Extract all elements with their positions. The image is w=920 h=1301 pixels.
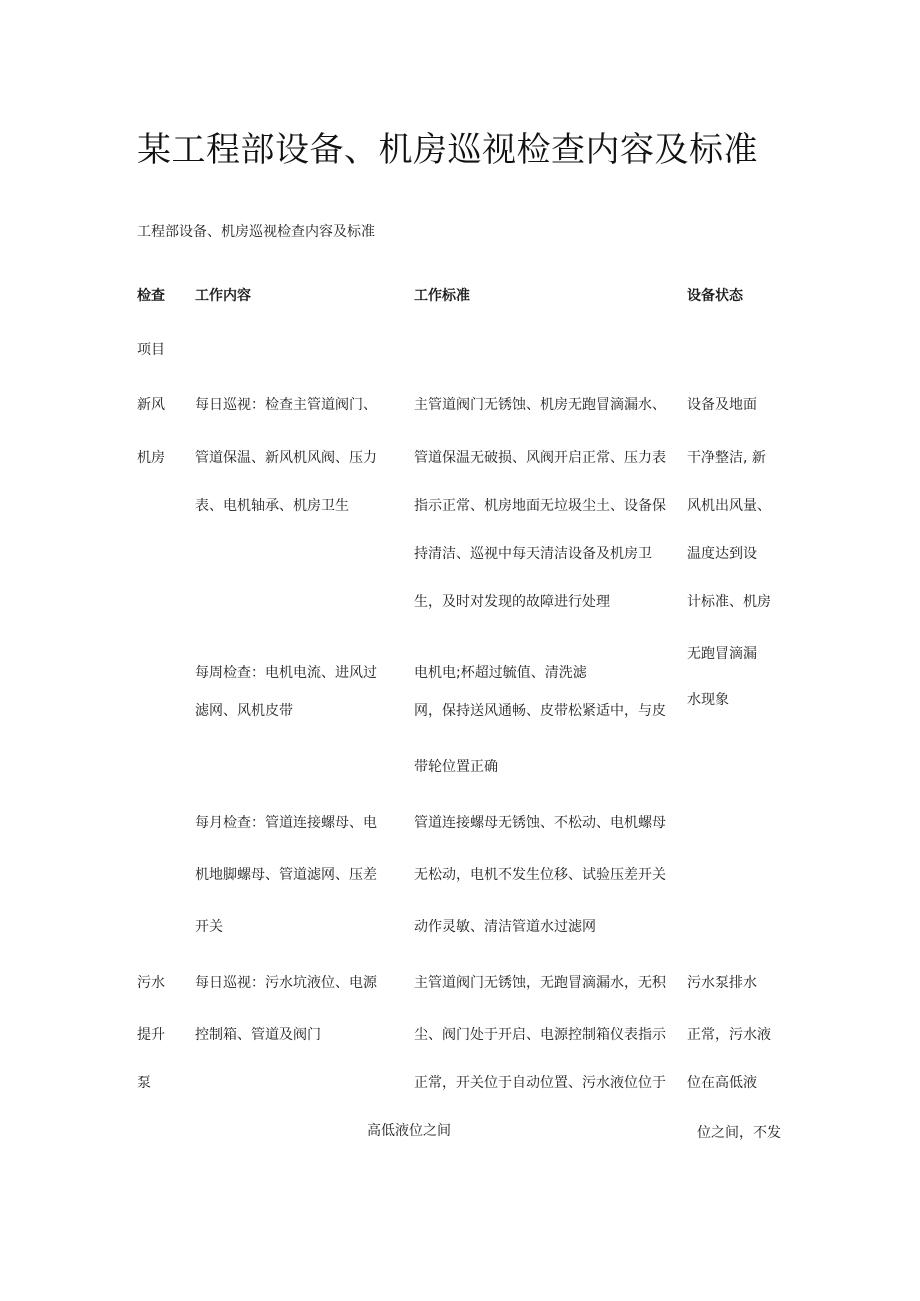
row-standard-line: 带轮位置正确 (414, 759, 498, 775)
header-item: 检查 (137, 288, 165, 304)
header-item-line2: 项目 (137, 342, 165, 358)
section-status-line: 计标准、机房 (687, 594, 771, 610)
row-standard-line: 指示正常、机房地面无垃圾尘土、设备保 (414, 498, 666, 514)
row-content-line: 管道保温、新风机风阀、压力 (195, 450, 377, 466)
section-item-line: 新风 (137, 397, 165, 413)
document-subtitle: 工程部设备、机房巡视检查内容及标准 (137, 224, 375, 240)
section-status-line: 干净整洁, 新 (687, 450, 766, 466)
row-standard-line: 尘、阀门处于开启、电源控制箱仪表指示 (414, 1027, 666, 1043)
row-standard-line: 高低液位之间 (367, 1123, 451, 1139)
section-status-line: 水现象 (687, 692, 729, 708)
section-status-line: 位在高低液 (687, 1075, 757, 1091)
row-content-line: 每日巡视：污水坑液位、电源 (195, 975, 377, 991)
section-item-line: 机房 (137, 450, 165, 466)
row-content-line: 机地脚螺母、管道滤网、压差 (195, 867, 377, 883)
row-standard-line: 持清洁、巡视中每天清洁设备及机房卫 (414, 546, 652, 562)
row-standard-line: 主管道阀门无锈蚀，无跑冒滴漏水，无积 (414, 975, 666, 991)
row-standard-line: 无松动，电机不发生位移、试验压差开关 (414, 867, 666, 883)
row-content-line: 每周检查：电机电流、进风过 (195, 665, 377, 681)
section-item-line: 提升 (137, 1027, 165, 1043)
header-content: 工作内容 (195, 288, 251, 304)
section-status-line: 位之间，不发 (697, 1125, 781, 1141)
section-status-line: 正常，污水液 (687, 1027, 771, 1043)
row-content-line: 表、电机轴承、机房卫生 (195, 498, 349, 514)
row-standard-line: 主管道阀门无锈蚀、机房无跑冒滴漏水、 (414, 397, 666, 413)
row-standard-line: 管道连接螺母无锈蚀、不松动、电机螺母 (414, 815, 666, 831)
row-standard-line: 电机电;杯超过毓值、清洗滤 (414, 665, 587, 681)
row-content-line: 控制箱、管道及阀门 (195, 1027, 321, 1043)
section-status-line: 温度达到设 (687, 546, 757, 562)
header-status: 设备状态 (687, 288, 743, 304)
row-standard-line: 动作灵敏、清洁管道水过滤网 (414, 919, 596, 935)
row-content-line: 滤网、风机皮带 (195, 703, 293, 719)
row-standard-line: 管道保温无破损、风阀开启正常、压力表 (414, 450, 666, 466)
row-standard-line: 正常，开关位于自动位置、污水液位位于 (414, 1075, 666, 1091)
row-standard-line: 生，及时对发现的故障进行处理 (414, 594, 610, 610)
section-status-line: 设备及地面 (687, 397, 757, 413)
row-content-line: 每日巡视：检查主管道阀门、 (195, 397, 377, 413)
row-content-line: 开关 (195, 919, 223, 935)
row-standard-line: 网，保持送风通畅、皮带松紧适中，与皮 (414, 703, 666, 719)
row-content-line: 每月检查：管道连接螺母、电 (195, 815, 377, 831)
header-standard: 工作标准 (414, 288, 470, 304)
section-status-line: 污水泵排水 (687, 975, 757, 991)
section-status-line: 无跑冒滴漏 (687, 646, 757, 662)
section-status-line: 风机出风量、 (687, 498, 771, 514)
section-item-line: 泵 (137, 1075, 151, 1091)
section-item-line: 污水 (137, 975, 165, 991)
document-title: 某工程部设备、机房巡视检查内容及标准 (137, 130, 758, 170)
